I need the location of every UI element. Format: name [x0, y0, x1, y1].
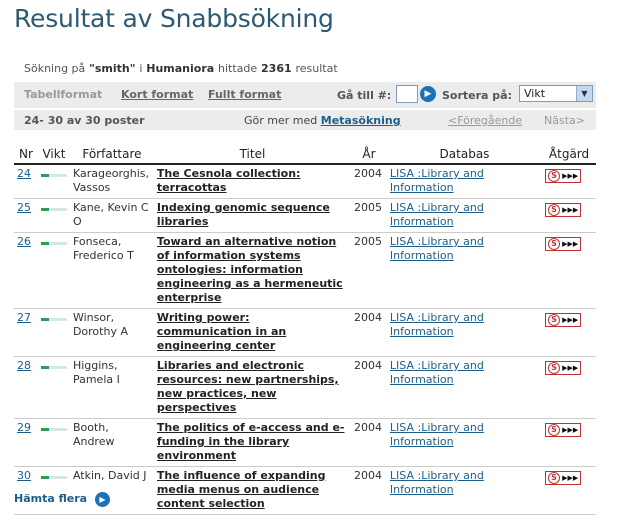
sfx-action-button[interactable] [545, 361, 581, 375]
title-link[interactable]: Toward an alternative notion of information systems ontologies: information engineering as a hermeneutic enterprise [154, 233, 351, 309]
format-toolbar [14, 82, 596, 108]
weight-bar [41, 318, 67, 321]
author-cell: Karageorghis, Vassos [70, 164, 154, 199]
summary-found: hittade [218, 62, 258, 75]
sfx-icon: S [548, 238, 560, 250]
sfx-action-button[interactable] [545, 313, 581, 327]
arrow-right-circle-icon: ▶ [99, 495, 106, 504]
row-number-link[interactable]: 27 [14, 309, 38, 357]
weight-cell [38, 309, 70, 357]
action-cell [542, 419, 596, 467]
summary-in: i [139, 62, 143, 75]
triangle-right-icon: ▶▶▶ [562, 426, 579, 434]
format-short-link[interactable]: Kort format [121, 88, 194, 101]
previous-link[interactable]: <Föregående [448, 114, 523, 127]
triangle-right-icon: ▶▶▶ [562, 316, 579, 324]
sfx-action-button[interactable] [545, 169, 581, 183]
sfx-action-button[interactable] [545, 423, 581, 437]
table-row [14, 357, 596, 419]
triangle-right-icon: ▶▶▶ [562, 206, 579, 214]
triangle-right-icon: ▶▶▶ [562, 364, 579, 372]
sfx-action-button[interactable] [545, 471, 581, 485]
title-link[interactable]: Libraries and electronic resources: new partnerships, new practices, new perspectives [154, 357, 351, 419]
action-cell [542, 164, 596, 199]
meta-prefix: Gör mer med [244, 114, 318, 127]
action-cell [542, 357, 596, 419]
sfx-icon: S [548, 314, 560, 326]
row-number-link[interactable]: 28 [14, 357, 38, 419]
summary-prefix: Sökning på [24, 62, 86, 75]
goto-input[interactable] [396, 85, 418, 103]
triangle-right-icon: ▶▶▶ [562, 474, 579, 482]
summary-collection: Humaniora [146, 62, 215, 75]
weight-cell [38, 467, 70, 515]
sfx-action-button[interactable] [545, 203, 581, 217]
title-link[interactable]: The influence of expanding media menus on audience content selection [154, 467, 351, 515]
triangle-right-icon: ▶▶▶ [562, 240, 579, 248]
database-link[interactable]: LISA :Library and Information [387, 467, 542, 515]
summary-count: 2361 [261, 62, 292, 75]
weight-fill [41, 242, 49, 245]
weight-bar [41, 428, 67, 431]
table-row [14, 199, 596, 233]
chevron-down-icon[interactable]: ▼ [576, 86, 592, 101]
table-row [14, 419, 596, 467]
table-row [14, 467, 596, 515]
header-vikt: Vikt [38, 146, 70, 164]
header-nr: Nr [14, 146, 38, 164]
fetch-more-button[interactable] [95, 492, 110, 507]
sort-selected-value: Vikt [524, 87, 546, 100]
row-number-link[interactable]: 24 [14, 164, 38, 199]
weight-bar [41, 174, 67, 177]
weight-fill [41, 366, 49, 369]
weight-cell [38, 164, 70, 199]
fetch-more-link[interactable]: Hämta flera [14, 492, 88, 505]
database-link[interactable]: LISA :Library and Information [387, 419, 542, 467]
author-cell: Booth, Andrew [70, 419, 154, 467]
weight-bar [41, 208, 67, 211]
weight-cell [38, 419, 70, 467]
sfx-icon: S [548, 204, 560, 216]
weight-fill [41, 174, 49, 177]
action-cell [542, 199, 596, 233]
database-link[interactable]: LISA :Library and Information [387, 309, 542, 357]
search-summary [24, 62, 338, 75]
summary-suffix: resultat [295, 62, 338, 75]
database-link[interactable]: LISA :Library and Information [387, 164, 542, 199]
meta-search-link[interactable]: Metasökning [320, 114, 401, 127]
arrow-right-circle-icon: ▶ [424, 89, 432, 99]
row-number-link[interactable]: 29 [14, 419, 38, 467]
record-range: 24- 30 av 30 poster [24, 114, 145, 127]
year-cell: 2004 [351, 357, 387, 419]
weight-bar [41, 476, 67, 479]
paging-bar [14, 110, 596, 130]
weight-fill [41, 476, 49, 479]
title-link[interactable]: The politics of e-access and e-funding in the library environment [154, 419, 351, 467]
row-number-link[interactable]: 26 [14, 233, 38, 309]
title-link[interactable]: Indexing genomic sequence libraries [154, 199, 351, 233]
next-link: Nästa> [544, 114, 585, 127]
triangle-right-icon: ▶▶▶ [562, 172, 579, 180]
author-cell: Winsor, Dorothy A [70, 309, 154, 357]
weight-fill [41, 318, 49, 321]
weight-cell [38, 357, 70, 419]
author-cell: Fonseca, Frederico T [70, 233, 154, 309]
database-link[interactable]: LISA :Library and Information [387, 233, 542, 309]
weight-bar [41, 366, 67, 369]
author-cell: Atkin, David J [70, 467, 154, 515]
year-cell: 2004 [351, 164, 387, 199]
title-link[interactable]: The Cesnola collection: terracottas [154, 164, 351, 199]
author-cell: Higgins, Pamela I [70, 357, 154, 419]
summary-query: "smith" [89, 62, 136, 75]
year-cell: 2004 [351, 419, 387, 467]
weight-fill [41, 208, 49, 211]
database-link[interactable]: LISA :Library and Information [387, 199, 542, 233]
sort-select[interactable] [519, 85, 593, 102]
table-row [14, 233, 596, 309]
meta-search [244, 114, 401, 127]
year-cell: 2004 [351, 309, 387, 357]
header-author: Författare [70, 146, 154, 164]
action-cell [542, 467, 596, 515]
title-link[interactable]: Writing power: communication in an engineering center [154, 309, 351, 357]
row-number-link[interactable]: 30 [14, 467, 38, 515]
format-table: Tabellformat [24, 88, 103, 101]
year-cell: 2005 [351, 199, 387, 233]
sfx-icon: S [548, 424, 560, 436]
sfx-icon: S [548, 362, 560, 374]
results-table [14, 146, 596, 515]
page-title: Resultat av Snabbsökning [14, 4, 334, 33]
header-title: Titel [154, 146, 351, 164]
action-cell [542, 309, 596, 357]
format-full-link[interactable]: Fullt format [208, 88, 282, 101]
table-row [14, 164, 596, 199]
database-link[interactable]: LISA :Library and Information [387, 357, 542, 419]
sort-label: Sortera på: [442, 89, 512, 102]
table-header-row [14, 146, 596, 164]
goto-label: Gå till #: [337, 89, 392, 102]
year-cell: 2005 [351, 233, 387, 309]
sfx-icon: S [548, 170, 560, 182]
row-number-link[interactable]: 25 [14, 199, 38, 233]
header-year: År [351, 146, 387, 164]
author-cell: Kane, Kevin C O [70, 199, 154, 233]
table-row [14, 309, 596, 357]
year-cell: 2004 [351, 467, 387, 515]
weight-cell [38, 199, 70, 233]
header-action: Åtgärd [542, 146, 596, 164]
action-cell [542, 233, 596, 309]
weight-fill [41, 428, 49, 431]
sfx-icon: S [548, 472, 560, 484]
weight-cell [38, 233, 70, 309]
weight-bar [41, 242, 67, 245]
header-db: Databas [387, 146, 542, 164]
sfx-action-button[interactable] [545, 237, 581, 251]
go-button[interactable] [420, 86, 436, 102]
